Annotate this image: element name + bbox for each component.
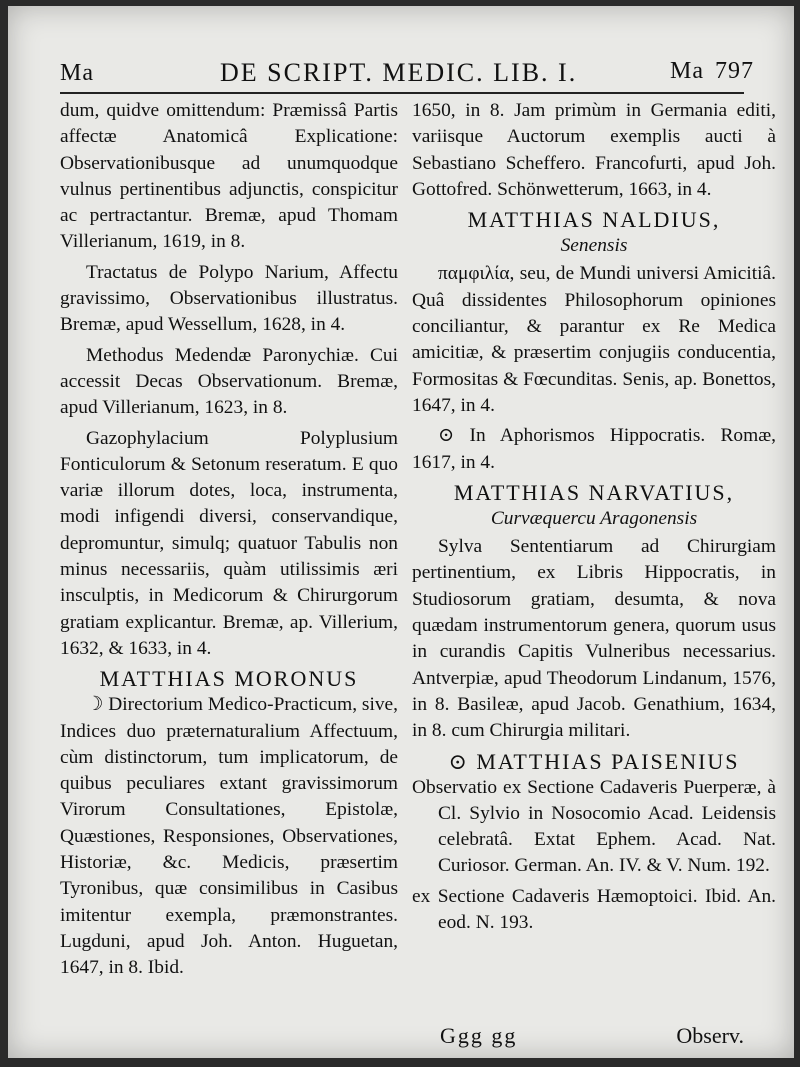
- naldius-entry: παμφιλία, seu, de Mundi universi Amicitiâ. Quâ dissidentes Philosophorum opiniones conciliantur, & parantur ex Re Medica amicitiæ, & præsertim conjugiis conducentia, Formositas & Fœcunditas. Senis, ap. Bonettos, 1647, in 4.: [412, 263, 776, 416]
- moronus-entry: ☽ Directorium Medico-Practicum, sive, Indices duo præternaturalium Affectuum, cùm distinctorum, tum implicatorum, de quibus peculiares extant gravissimorum Virorum Consultationes, Epistolæ, Quæstiones, Responsiones, Observationes, Historiæ, &c. Medicis, præsertim Tyronibus, quæ consimilibus in Casibus imitentur exempla, præmonstrantes. Lugduni, apud Joh. Anton. Huguetan, 1647, in 8. Ibid.: [60, 694, 398, 979]
- catchword: Observ.: [676, 1023, 744, 1048]
- paiseniius-entry: Observatio ex Sectione Cadaveris Puerperæ, à Cl. Sylvio in Nosocomio Acad. Leidensis celebratâ. Extat Ephem. Acad. Nat. Curiosor. German. An. IV. & V. Num. 192.: [412, 776, 776, 877]
- author-heading-naldius: MATTHIAS NALDIUS,: [467, 207, 721, 233]
- header-rule: [60, 92, 744, 94]
- author-heading-narvatius: MATTHIAS NARVATIUS,: [453, 479, 735, 505]
- left-entry: Methodus Medendæ Paronychiæ. Cui accessit Decas Observationum. Bremæ, apud Villerianum, 1623, in 8.: [60, 344, 398, 419]
- page-number: 797: [715, 58, 754, 84]
- right-entry-continued: 1650, in 8. Jam primùm in Germania editi, variisque Auctorum exemplis aucti à Sebastiano Scheffero. Francofurti, apud Joh. Gottofred. Schönwetterum, 1663, in 4.: [412, 100, 776, 200]
- naldius-entry: ⊙ In Aphorismos Hippocratis. Romæ, 1617, in 4.: [412, 425, 776, 473]
- paiseniius-entry: ex Sectione Cadaveris Hæmoptoici. Ibid. An. eod. N. 193.: [412, 885, 776, 934]
- author-origin-narvatius: Curvæquercu Aragonensis: [490, 507, 698, 529]
- signature-mark: Ggg gg: [440, 1023, 518, 1048]
- left-column: [60, 98, 398, 986]
- author-origin-naldius: Senensis: [560, 235, 628, 257]
- left-entry: dum, quidve omittendum: Præmissâ Partis affectæ Anatomicâ Explicatione: Observationibusque ad unumquodque vulnus pertinentibus adjunctis, conspicitur ac pertractantur. Bremæ, apud Thomam Villerianum, 1619, in 8.: [60, 100, 398, 253]
- author-heading-paiseniius: ⊙ MATTHIAS PAISENIUS: [448, 748, 740, 774]
- author-heading-moronus: MATTHIAS MORONUS: [99, 666, 359, 692]
- running-header: [60, 54, 754, 94]
- book-page: [8, 6, 794, 1058]
- narvatius-entry: Sylva Sententiarum ad Chirurgiam pertinentium, ex Libris Hippocratis, in Studiosorum gratiam, desumta, & nova quædam instrumentorum genera, quorum usus in curandis Capitis Vulneribus necessarius. Antverpiæ, apud Theodorum Lindanum, 1576, in 8. Basileæ, apud Jacob. Genathium, 1634, in 8. cum Chirurgia militari.: [412, 536, 776, 742]
- left-entry: Gazophylacium Polyplusium Fonticulorum & Setonum reseratum. E quo variæ illorum dotes, loca, instrumenta, modi infigendi diversi, conservandique, depromuntur, simulq; quatuor Tabulis non minus necessariis, quàm utilissimis æri insculptis, in Medicorum & Chirurgorum gratiam explicantur. Bremæ, ap. Villerium, 1632, & 1633, in 4.: [60, 427, 398, 659]
- left-entry: Tractatus de Polypo Narium, Affectu gravissimo, Observationibus illustratus. Bremæ, apud Wessellum, 1628, in 4.: [60, 261, 398, 336]
- header-right-guide: Ma: [670, 58, 704, 84]
- header-title: DE SCRIPT. MEDIC. LIB. I.: [220, 58, 578, 87]
- right-column: [412, 98, 776, 940]
- header-left-guide: Ma: [60, 60, 94, 86]
